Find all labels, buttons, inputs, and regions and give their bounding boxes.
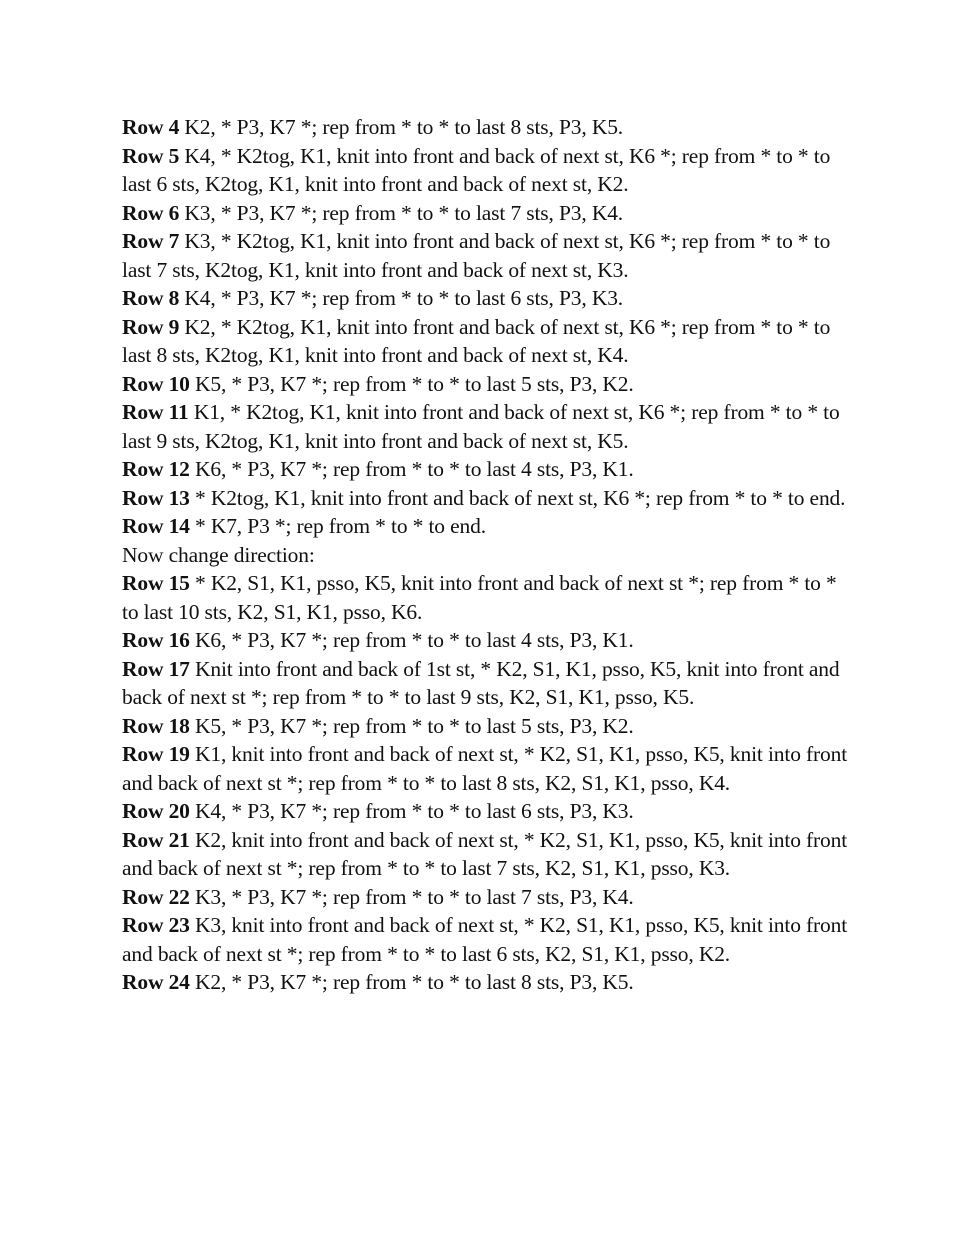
row-instruction: K2, knit into front and back of next st, * K2, S1, K1, psso, K5, knit into front and back of next st *; rep from * to * to last 7 sts, K2, S1, K1, psso, K3.	[122, 827, 848, 880]
row-instruction: K1, knit into front and back of next st, * K2, S1, K1, psso, K5, knit into front and back of next st *; rep from * to * to last 8 sts, K2, S1, K1, psso, K4.	[122, 742, 848, 795]
row-label: Row 16	[122, 628, 190, 652]
pattern-line	[122, 626, 857, 655]
row-label: Row 9	[122, 314, 180, 339]
row-instruction: * K2tog, K1, knit into front and back of next st, K6 *; rep from * to * to end.	[189, 485, 846, 510]
row-instruction: K4, * P3, K7 *; rep from * to * to last 6 sts, P3, K3.	[189, 799, 634, 823]
pattern-line	[122, 740, 857, 797]
pattern-line	[122, 484, 857, 513]
pattern-line	[122, 455, 857, 484]
row-label: Row 17	[122, 656, 190, 681]
pattern-line	[122, 655, 857, 712]
pattern-text	[122, 113, 857, 997]
row-label: Row 22	[122, 884, 190, 909]
note-text: Now change direction:	[122, 542, 315, 567]
section-note	[122, 541, 857, 570]
row-label: Row 13	[122, 485, 190, 510]
row-label: Row 7	[122, 229, 180, 253]
pattern-line	[122, 284, 857, 313]
pattern-line	[122, 142, 857, 199]
pattern-line	[122, 370, 857, 399]
pattern-line	[122, 398, 857, 455]
row-instruction: K3, * P3, K7 *; rep from * to * to last 7 sts, P3, K4.	[189, 884, 634, 909]
row-label: Row 4	[122, 115, 180, 139]
row-instruction: K1, * K2tog, K1, knit into front and back of next st, K6 *; rep from * to * to last 9 sts, K2tog, K1, knit into front and back of next st, K5.	[122, 400, 840, 453]
row-instruction: K3, * P3, K7 *; rep from * to * to last 7 sts, P3, K4.	[179, 200, 624, 225]
pattern-line	[122, 227, 857, 284]
pattern-line	[122, 826, 857, 883]
row-label: Row 23	[122, 913, 190, 937]
pattern-line	[122, 712, 857, 741]
row-label: Row 18	[122, 713, 190, 738]
pattern-line	[122, 883, 857, 912]
row-instruction: K3, knit into front and back of next st, * K2, S1, K1, psso, K5, knit into front and back of next st *; rep from * to * to last 6 sts, K2, S1, K1, psso, K2.	[122, 913, 848, 966]
row-label: Row 5	[122, 143, 180, 168]
row-label: Row 8	[122, 286, 180, 310]
row-instruction: K4, * P3, K7 *; rep from * to * to last 6 sts, P3, K3.	[179, 286, 624, 310]
row-label: Row 24	[122, 970, 190, 994]
pattern-line	[122, 313, 857, 370]
row-label: Row 14	[122, 514, 190, 538]
row-instruction: K3, * K2tog, K1, knit into front and back of next st, K6 *; rep from * to * to last 7 sts, K2tog, K1, knit into front and back of next st, K3.	[122, 229, 831, 282]
row-instruction: K4, * K2tog, K1, knit into front and back of next st, K6 *; rep from * to * to last 6 sts, K2tog, K1, knit into front and back of next st, K2.	[122, 143, 831, 196]
row-label: Row 19	[122, 742, 190, 766]
row-instruction: * K7, P3 *; rep from * to * to end.	[189, 514, 486, 538]
pattern-line	[122, 911, 857, 968]
pattern-line	[122, 199, 857, 228]
row-label: Row 20	[122, 799, 190, 823]
row-label: Row 15	[122, 571, 190, 595]
row-instruction: Knit into front and back of 1st st, * K2, S1, K1, psso, K5, knit into front and back of next st *; rep from * to * to last 9 sts, K2, S1, K1, psso, K5.	[122, 656, 840, 709]
row-instruction: K5, * P3, K7 *; rep from * to * to last 5 sts, P3, K2.	[189, 371, 634, 396]
pattern-line	[122, 512, 857, 541]
row-label: Row 21	[122, 827, 190, 852]
pattern-line	[122, 797, 857, 826]
pattern-line	[122, 569, 857, 626]
row-instruction: K2, * P3, K7 *; rep from * to * to last 8 sts, P3, K5.	[179, 115, 624, 139]
row-instruction: K6, * P3, K7 *; rep from * to * to last 4 sts, P3, K1.	[189, 628, 634, 652]
row-label: Row 6	[122, 200, 180, 225]
row-label: Row 12	[122, 457, 190, 481]
pattern-line	[122, 968, 857, 997]
row-label: Row 11	[122, 400, 189, 424]
row-instruction: K2, * P3, K7 *; rep from * to * to last 8 sts, P3, K5.	[189, 970, 634, 994]
row-instruction: K5, * P3, K7 *; rep from * to * to last 5 sts, P3, K2.	[189, 713, 634, 738]
row-instruction: * K2, S1, K1, psso, K5, knit into front and back of next st *; rep from * to * to last 10 sts, K2, S1, K1, psso, K6.	[122, 571, 837, 624]
row-instruction: K2, * K2tog, K1, knit into front and back of next st, K6 *; rep from * to * to last 8 sts, K2tog, K1, knit into front and back of next st, K4.	[122, 314, 831, 367]
row-instruction: K6, * P3, K7 *; rep from * to * to last 4 sts, P3, K1.	[189, 457, 634, 481]
pattern-line	[122, 113, 857, 142]
row-label: Row 10	[122, 371, 190, 396]
